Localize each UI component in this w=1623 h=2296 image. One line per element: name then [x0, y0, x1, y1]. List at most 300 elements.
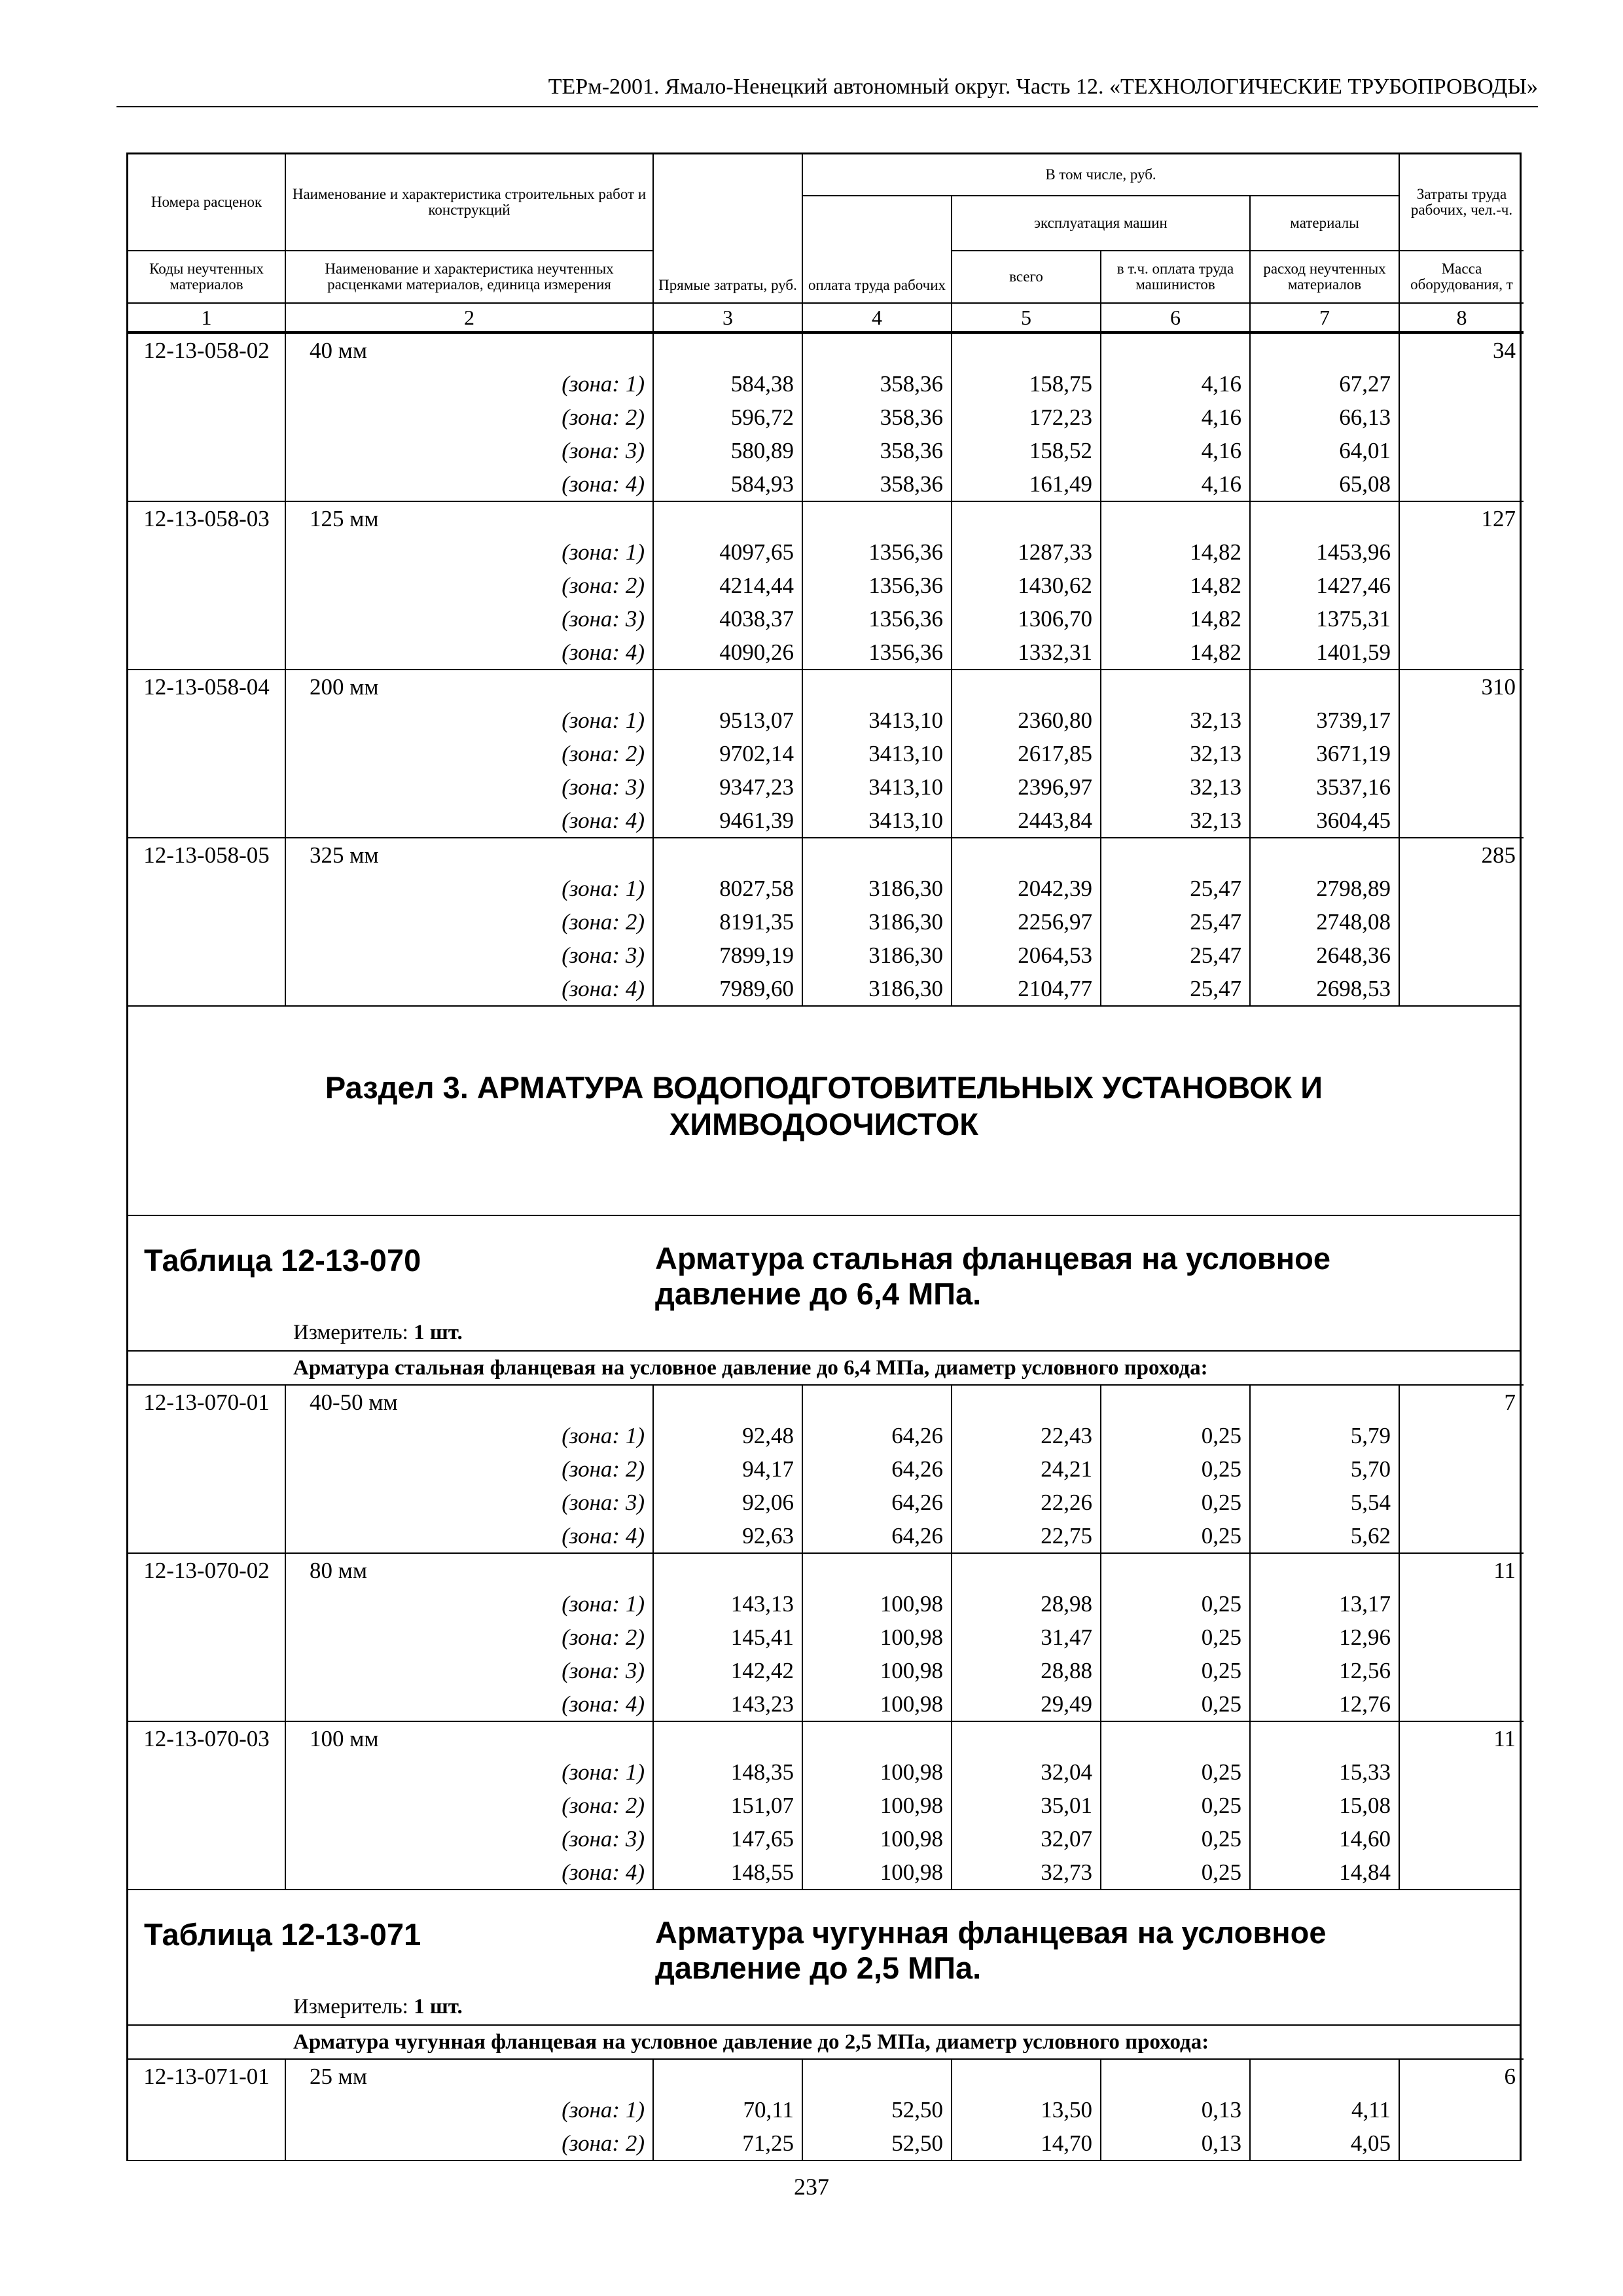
empty-cell — [128, 1822, 285, 1856]
zone-label: (зона: 4) — [285, 804, 653, 838]
zone-label: (зона: 4) — [285, 467, 653, 501]
operator-wages: 32,13 — [1101, 704, 1250, 737]
direct-costs: 148,55 — [653, 1856, 802, 1889]
col-number: 7 — [1250, 303, 1399, 332]
table-070-code: Таблица 12-13-070 — [144, 1243, 421, 1278]
empty-cell — [128, 602, 285, 636]
direct-costs: 584,93 — [653, 467, 802, 501]
operator-wages: 4,16 — [1101, 401, 1250, 434]
direct-costs: 147,65 — [653, 1822, 802, 1856]
empty-cell — [1399, 1789, 1524, 1822]
materials-cost: 5,54 — [1250, 1486, 1399, 1519]
rate-name: 200 мм — [285, 670, 653, 704]
machine-total: 172,23 — [952, 401, 1101, 434]
empty-cell — [1399, 2126, 1524, 2160]
empty-cell — [1399, 467, 1524, 501]
measure-value: 1 шт. — [414, 1995, 463, 2018]
machine-total: 2617,85 — [952, 737, 1101, 770]
zone-label: (зона: 2) — [285, 1452, 653, 1486]
rate-code: 12-13-070-02 — [128, 1553, 285, 1587]
zone-label: (зона: 4) — [285, 1687, 653, 1721]
worker-wages: 52,50 — [802, 2093, 952, 2126]
empty-cell — [1399, 939, 1524, 972]
machine-total: 2104,77 — [952, 972, 1101, 1005]
empty-cell — [1399, 535, 1524, 569]
empty-cell — [1399, 401, 1524, 434]
materials-cost: 15,08 — [1250, 1789, 1399, 1822]
direct-costs: 145,41 — [653, 1621, 802, 1654]
empty-cell — [128, 905, 285, 939]
operator-wages: 14,82 — [1101, 602, 1250, 636]
empty-cell — [1399, 367, 1524, 401]
empty-cell — [128, 1519, 285, 1553]
operator-wages: 14,82 — [1101, 535, 1250, 569]
measure-label: Измеритель: — [293, 1321, 408, 1344]
header-title: ТЕРм-2001. Ямало-Ненецкий автономный округ. Часть 12. «ТЕХНОЛОГИЧЕСКИЕ ТРУБОПРОВОДЫ» — [548, 75, 1538, 99]
materials-cost: 4,05 — [1250, 2126, 1399, 2160]
worker-wages: 3413,10 — [802, 737, 952, 770]
empty-cell — [653, 1385, 802, 1419]
machine-total: 31,47 — [952, 1621, 1101, 1654]
rate-name: 40-50 мм — [285, 1385, 653, 1419]
section-title-line: Раздел 3. АРМАТУРА ВОДОПОДГОТОВИТЕЛЬНЫХ УСТАНОВОК И — [325, 1070, 1323, 1105]
zone-row — [128, 602, 1524, 636]
direct-costs: 9513,07 — [653, 704, 802, 737]
operator-wages: 0,13 — [1101, 2093, 1250, 2126]
rate-name: 25 мм — [285, 2059, 653, 2093]
machine-total: 1430,62 — [952, 569, 1101, 602]
worker-wages: 3413,10 — [802, 804, 952, 838]
empty-cell — [1101, 1385, 1250, 1419]
col-number: 1 — [128, 303, 285, 332]
empty-cell — [802, 501, 952, 535]
rate-group-row — [128, 1553, 1524, 1587]
machine-total: 1287,33 — [952, 535, 1101, 569]
materials-cost: 1401,59 — [1250, 636, 1399, 670]
rate-group-row — [128, 501, 1524, 535]
machine-total: 161,49 — [952, 467, 1101, 501]
empty-cell — [1399, 1419, 1524, 1452]
col-header-material-names: Наименование и характеристика неучтенных расценками материалов, единица измерения — [285, 251, 653, 303]
empty-cell — [1399, 602, 1524, 636]
rate-name: 325 мм — [285, 838, 653, 872]
col-header-equipment-mass: Масса оборудования, т — [1399, 251, 1524, 303]
col-number: 5 — [952, 303, 1101, 332]
zone-label: (зона: 1) — [285, 872, 653, 905]
machine-total: 2396,97 — [952, 770, 1101, 804]
direct-costs: 92,63 — [653, 1519, 802, 1553]
zone-row — [128, 434, 1524, 467]
zone-label: (зона: 2) — [285, 2126, 653, 2160]
zone-label: (зона: 3) — [285, 1654, 653, 1687]
empty-cell — [1101, 1721, 1250, 1755]
labor-costs: 285 — [1399, 838, 1524, 872]
empty-cell — [802, 2059, 952, 2093]
zone-row — [128, 1654, 1524, 1687]
col-header-machine-total: всего — [952, 251, 1101, 303]
empty-cell — [128, 467, 285, 501]
machine-total: 158,75 — [952, 367, 1101, 401]
direct-costs: 92,48 — [653, 1419, 802, 1452]
rates-table-071 — [128, 2058, 1524, 2160]
zone-row — [128, 770, 1524, 804]
col-header-material-consumption: расход неучтенных материалов — [1250, 251, 1399, 303]
zone-label: (зона: 1) — [285, 2093, 653, 2126]
worker-wages: 100,98 — [802, 1789, 952, 1822]
col-header-rate-numbers: Номера расценок — [128, 154, 285, 251]
zone-label: (зона: 1) — [285, 1587, 653, 1621]
operator-wages: 0,25 — [1101, 1587, 1250, 1621]
empty-cell — [128, 972, 285, 1005]
col-header-materials: материалы — [1250, 196, 1399, 251]
zone-row — [128, 905, 1524, 939]
rate-code: 12-13-071-01 — [128, 2059, 285, 2093]
empty-cell — [128, 1687, 285, 1721]
empty-cell — [1399, 737, 1524, 770]
direct-costs: 148,35 — [653, 1755, 802, 1789]
labor-costs: 7 — [1399, 1385, 1524, 1419]
zone-row — [128, 1452, 1524, 1486]
operator-wages: 25,47 — [1101, 905, 1250, 939]
operator-wages: 0,25 — [1101, 1621, 1250, 1654]
empty-cell — [653, 501, 802, 535]
section-title — [128, 1005, 1520, 1215]
zone-row — [128, 401, 1524, 434]
zone-row — [128, 2126, 1524, 2160]
operator-wages: 25,47 — [1101, 872, 1250, 905]
direct-costs: 8027,58 — [653, 872, 802, 905]
rate-group-row — [128, 1385, 1524, 1419]
zone-label: (зона: 3) — [285, 939, 653, 972]
table-071-name: Арматура чугунная фланцевая на условное давление до 2,5 МПа. — [655, 1915, 1327, 1985]
labor-costs: 11 — [1399, 1721, 1524, 1755]
empty-cell — [1250, 1385, 1399, 1419]
machine-total: 13,50 — [952, 2093, 1101, 2126]
empty-cell — [128, 1452, 285, 1486]
col-header-including: В том числе, руб. — [802, 154, 1399, 196]
zone-row — [128, 972, 1524, 1005]
empty-cell — [1399, 1755, 1524, 1789]
materials-cost: 64,01 — [1250, 434, 1399, 467]
empty-cell — [128, 872, 285, 905]
zone-row — [128, 872, 1524, 905]
direct-costs: 4090,26 — [653, 636, 802, 670]
machine-total: 2256,97 — [952, 905, 1101, 939]
machine-total: 2443,84 — [952, 804, 1101, 838]
direct-costs: 9461,39 — [653, 804, 802, 838]
empty-cell — [1399, 872, 1524, 905]
rate-code: 12-13-058-03 — [128, 501, 285, 535]
rate-group-row — [128, 333, 1524, 367]
table-071-subheader: Арматура чугунная фланцевая на условное давление до 2,5 МПа, диаметр условного прохода: — [128, 2024, 1520, 2058]
materials-cost: 3739,17 — [1250, 704, 1399, 737]
col-header-labor-costs: Затраты труда рабочих, чел.-ч. — [1399, 154, 1524, 251]
empty-cell — [128, 770, 285, 804]
worker-wages: 1356,36 — [802, 569, 952, 602]
col-header-direct-costs: Прямые затраты, руб. — [653, 154, 802, 303]
labor-costs: 6 — [1399, 2059, 1524, 2093]
direct-costs: 142,42 — [653, 1654, 802, 1687]
empty-cell — [128, 2093, 285, 2126]
col-header-worker-wages: оплата труда рабочих — [802, 196, 952, 303]
materials-cost: 65,08 — [1250, 467, 1399, 501]
zone-row — [128, 1856, 1524, 1889]
worker-wages: 64,26 — [802, 1452, 952, 1486]
empty-cell — [1399, 804, 1524, 838]
empty-cell — [1250, 1721, 1399, 1755]
direct-costs: 92,06 — [653, 1486, 802, 1519]
col-header-machine-operation: эксплуатация машин — [952, 196, 1250, 251]
worker-wages: 1356,36 — [802, 602, 952, 636]
direct-costs: 4214,44 — [653, 569, 802, 602]
operator-wages: 0,25 — [1101, 1687, 1250, 1721]
machine-total: 14,70 — [952, 2126, 1101, 2160]
empty-cell — [128, 804, 285, 838]
worker-wages: 100,98 — [802, 1822, 952, 1856]
operator-wages: 0,25 — [1101, 1486, 1250, 1519]
operator-wages: 14,82 — [1101, 569, 1250, 602]
rate-code: 12-13-058-05 — [128, 838, 285, 872]
worker-wages: 64,26 — [802, 1486, 952, 1519]
section-title-line: ХИМВОДООЧИСТОК — [669, 1107, 978, 1141]
direct-costs: 151,07 — [653, 1789, 802, 1822]
empty-cell — [128, 704, 285, 737]
operator-wages: 0,25 — [1101, 1822, 1250, 1856]
empty-cell — [1399, 1687, 1524, 1721]
zone-row — [128, 636, 1524, 670]
table-071-measure — [128, 1986, 1520, 2024]
rate-name: 100 мм — [285, 1721, 653, 1755]
empty-cell — [653, 670, 802, 704]
rates-table-058 — [128, 332, 1524, 1005]
operator-wages: 0,25 — [1101, 1789, 1250, 1822]
empty-cell — [1250, 2059, 1399, 2093]
machine-total: 32,04 — [952, 1755, 1101, 1789]
measure-label: Измеритель: — [293, 1995, 408, 2018]
materials-cost: 2698,53 — [1250, 972, 1399, 1005]
direct-costs: 71,25 — [653, 2126, 802, 2160]
direct-costs: 7989,60 — [653, 972, 802, 1005]
rate-name: 80 мм — [285, 1553, 653, 1587]
empty-cell — [952, 670, 1101, 704]
worker-wages: 3413,10 — [802, 704, 952, 737]
operator-wages: 0,25 — [1101, 1452, 1250, 1486]
operator-wages: 4,16 — [1101, 467, 1250, 501]
direct-costs: 70,11 — [653, 2093, 802, 2126]
worker-wages: 100,98 — [802, 1621, 952, 1654]
table-070-subheader: Арматура стальная фланцевая на условное давление до 6,4 МПа, диаметр условного прохода: — [128, 1350, 1520, 1384]
empty-cell — [128, 636, 285, 670]
table-070-measure — [128, 1312, 1520, 1350]
machine-total: 28,98 — [952, 1587, 1101, 1621]
rate-name: 40 мм — [285, 333, 653, 367]
machine-total: 32,73 — [952, 1856, 1101, 1889]
machine-total: 29,49 — [952, 1687, 1101, 1721]
worker-wages: 100,98 — [802, 1654, 952, 1687]
materials-cost: 12,56 — [1250, 1654, 1399, 1687]
operator-wages: 0,13 — [1101, 2126, 1250, 2160]
empty-cell — [952, 333, 1101, 367]
empty-cell — [128, 1654, 285, 1687]
operator-wages: 4,16 — [1101, 434, 1250, 467]
materials-cost: 1453,96 — [1250, 535, 1399, 569]
direct-costs: 94,17 — [653, 1452, 802, 1486]
zone-label: (зона: 3) — [285, 434, 653, 467]
worker-wages: 100,98 — [802, 1687, 952, 1721]
zone-label: (зона: 3) — [285, 1822, 653, 1856]
empty-cell — [128, 737, 285, 770]
materials-cost: 4,11 — [1250, 2093, 1399, 2126]
zone-label: (зона: 4) — [285, 636, 653, 670]
direct-costs: 9702,14 — [653, 737, 802, 770]
col-header-work-name: Наименование и характеристика строительных работ и конструкций — [285, 154, 653, 251]
empty-cell — [1399, 1654, 1524, 1687]
zone-label: (зона: 1) — [285, 367, 653, 401]
empty-cell — [1101, 1553, 1250, 1587]
worker-wages: 358,36 — [802, 367, 952, 401]
rate-code: 12-13-058-04 — [128, 670, 285, 704]
worker-wages: 3186,30 — [802, 872, 952, 905]
zone-label: (зона: 4) — [285, 1856, 653, 1889]
col-header-material-codes: Коды неучтенных материалов — [128, 251, 285, 303]
empty-cell — [1399, 1587, 1524, 1621]
machine-total: 28,88 — [952, 1654, 1101, 1687]
empty-cell — [1101, 838, 1250, 872]
direct-costs: 596,72 — [653, 401, 802, 434]
operator-wages: 0,25 — [1101, 1755, 1250, 1789]
table-071-heading — [128, 1889, 1520, 2024]
zone-row — [128, 939, 1524, 972]
empty-cell — [952, 1553, 1101, 1587]
worker-wages: 52,50 — [802, 2126, 952, 2160]
direct-costs: 7899,19 — [653, 939, 802, 972]
zone-row — [128, 1519, 1524, 1553]
empty-cell — [1250, 501, 1399, 535]
operator-wages: 4,16 — [1101, 367, 1250, 401]
rate-code: 12-13-058-02 — [128, 333, 285, 367]
machine-total: 22,43 — [952, 1419, 1101, 1452]
materials-cost: 67,27 — [1250, 367, 1399, 401]
worker-wages: 1356,36 — [802, 535, 952, 569]
machine-total: 158,52 — [952, 434, 1101, 467]
machine-total: 2064,53 — [952, 939, 1101, 972]
machine-total: 2042,39 — [952, 872, 1101, 905]
empty-cell — [802, 838, 952, 872]
direct-costs: 9347,23 — [653, 770, 802, 804]
direct-costs: 584,38 — [653, 367, 802, 401]
rate-name: 125 мм — [285, 501, 653, 535]
materials-cost: 2798,89 — [1250, 872, 1399, 905]
operator-wages: 0,25 — [1101, 1419, 1250, 1452]
zone-row — [128, 1822, 1524, 1856]
zone-row — [128, 704, 1524, 737]
zone-label: (зона: 2) — [285, 1621, 653, 1654]
empty-cell — [128, 1587, 285, 1621]
empty-cell — [128, 2126, 285, 2160]
empty-cell — [1399, 2093, 1524, 2126]
col-header-operator-wages: в т.ч. оплата труда машинистов — [1101, 251, 1250, 303]
direct-costs: 143,13 — [653, 1587, 802, 1621]
materials-cost: 2648,36 — [1250, 939, 1399, 972]
empty-cell — [1250, 838, 1399, 872]
machine-total: 35,01 — [952, 1789, 1101, 1822]
empty-cell — [1399, 770, 1524, 804]
labor-costs: 34 — [1399, 333, 1524, 367]
operator-wages: 25,47 — [1101, 939, 1250, 972]
empty-cell — [653, 838, 802, 872]
materials-cost: 12,76 — [1250, 1687, 1399, 1721]
worker-wages: 100,98 — [802, 1587, 952, 1621]
operator-wages: 32,13 — [1101, 737, 1250, 770]
direct-costs: 4038,37 — [653, 602, 802, 636]
materials-cost: 14,60 — [1250, 1822, 1399, 1856]
col-number: 2 — [285, 303, 653, 332]
operator-wages: 25,47 — [1101, 972, 1250, 1005]
zone-label: (зона: 1) — [285, 1419, 653, 1452]
operator-wages: 0,25 — [1101, 1654, 1250, 1687]
operator-wages: 32,13 — [1101, 770, 1250, 804]
materials-cost: 66,13 — [1250, 401, 1399, 434]
rate-group-row — [128, 670, 1524, 704]
empty-cell — [128, 939, 285, 972]
zone-label: (зона: 3) — [285, 1486, 653, 1519]
zone-label: (зона: 1) — [285, 535, 653, 569]
machine-total: 32,07 — [952, 1822, 1101, 1856]
machine-total: 2360,80 — [952, 704, 1101, 737]
empty-cell — [802, 1553, 952, 1587]
materials-cost: 1427,46 — [1250, 569, 1399, 602]
empty-cell — [128, 1419, 285, 1452]
worker-wages: 100,98 — [802, 1856, 952, 1889]
page-number: 237 — [794, 2174, 829, 2200]
operator-wages: 14,82 — [1101, 636, 1250, 670]
zone-label: (зона: 1) — [285, 704, 653, 737]
rate-group-row — [128, 1721, 1524, 1755]
zone-row — [128, 1789, 1524, 1822]
machine-total: 1332,31 — [952, 636, 1101, 670]
zone-label: (зона: 4) — [285, 1519, 653, 1553]
materials-cost: 14,84 — [1250, 1856, 1399, 1889]
empty-cell — [1399, 1519, 1524, 1553]
empty-cell — [952, 838, 1101, 872]
machine-total: 22,75 — [952, 1519, 1101, 1553]
empty-cell — [128, 1856, 285, 1889]
empty-cell — [952, 1385, 1101, 1419]
empty-cell — [1399, 905, 1524, 939]
zone-row — [128, 569, 1524, 602]
empty-cell — [1250, 670, 1399, 704]
empty-cell — [1250, 333, 1399, 367]
empty-cell — [1101, 670, 1250, 704]
empty-cell — [1101, 2059, 1250, 2093]
materials-cost: 1375,31 — [1250, 602, 1399, 636]
column-header-table — [128, 154, 1524, 332]
empty-cell — [1399, 636, 1524, 670]
empty-cell — [653, 333, 802, 367]
empty-cell — [128, 367, 285, 401]
running-header — [116, 69, 1538, 107]
zone-row — [128, 1486, 1524, 1519]
direct-costs: 580,89 — [653, 434, 802, 467]
worker-wages: 3413,10 — [802, 770, 952, 804]
zone-label: (зона: 3) — [285, 770, 653, 804]
direct-costs: 4097,65 — [653, 535, 802, 569]
zone-row — [128, 467, 1524, 501]
materials-cost: 13,17 — [1250, 1587, 1399, 1621]
worker-wages: 1356,36 — [802, 636, 952, 670]
empty-cell — [128, 1789, 285, 1822]
empty-cell — [128, 1621, 285, 1654]
